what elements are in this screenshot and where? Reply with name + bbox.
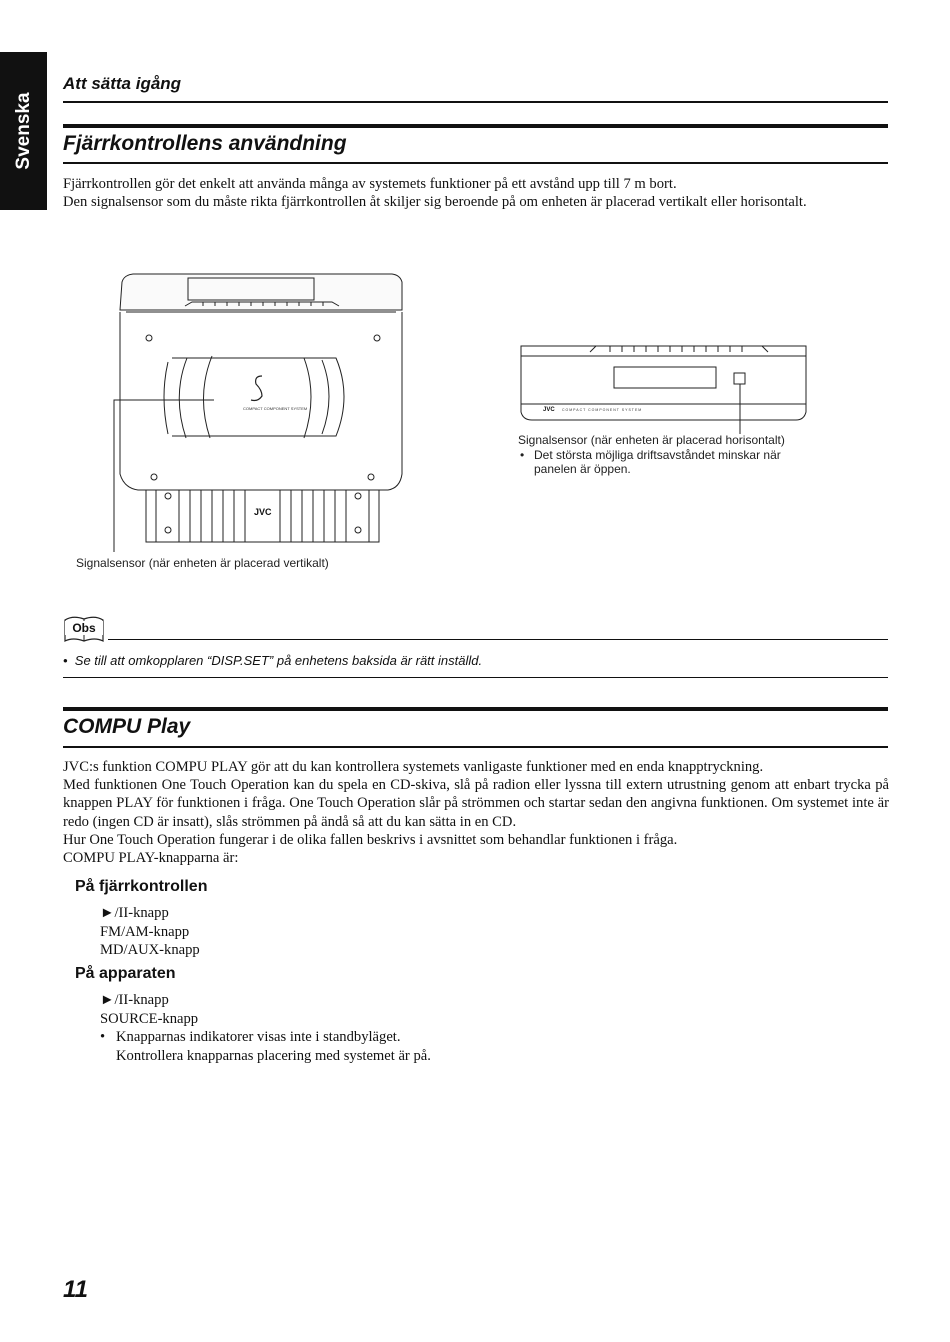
divider xyxy=(63,746,888,748)
section-title: Fjärrkontrollens användning xyxy=(63,132,347,155)
subheading-unit: På apparaten xyxy=(75,965,176,982)
list-item: ►/II-knapp xyxy=(100,905,169,921)
language-tab-label: Svenska xyxy=(12,92,34,170)
compact-label: COMPACT COMPONENT SYSTEM xyxy=(243,406,308,411)
bullet-icon: • xyxy=(100,1029,106,1045)
horizontal-note: Det största möjliga driftsavståndet minskar när panelen är öppen. xyxy=(534,447,781,476)
list-item: FM/AM-knapp xyxy=(100,923,190,940)
obs-note-text: Se till att omkopplaren “DISP.SET” på enhetens baksida är rätt inställd. xyxy=(74,653,483,668)
brand-logo: JVC xyxy=(254,507,272,517)
compu-play-text xyxy=(63,758,889,867)
paragraph: Hur One Touch Operation fungerar i de olika fallen beskrivs i avsnittet som behandlar funktionen i fråga. xyxy=(63,831,678,848)
paragraph: Med funktionen One Touch Operation kan du spela en CD-skiva, slå på radion eller lyssna till extern utrustning genom att enbart trycka på knappen PLAY för funktionen i fråga. One Touch Operation slår på strömmen och startar sedan den angivna funktionen. Om systemet inte är redo (ingen CD är insatt), slås strömmen på ändå så att du kan sätta in en CD. xyxy=(63,777,889,830)
section-title: COMPU Play xyxy=(63,715,191,738)
running-head: Att sätta igång xyxy=(63,74,182,93)
vertical-caption: Signalsensor (när enheten är placerad vertikalt) xyxy=(76,556,329,570)
paragraph: Den signalsensor som du måste rikta fjärrkontrollen åt skiljer sig beroende på om enheten är placerad vertikalt eller horisontalt. xyxy=(63,194,807,211)
horizontal-caption-bullet xyxy=(518,448,818,477)
brand-logo: JVC xyxy=(543,407,555,413)
bullet-text: Knapparnas indikatorer visas inte i standbyläget. xyxy=(116,1029,401,1045)
bullet-icon: • xyxy=(63,653,75,668)
bullet-icon: • xyxy=(520,447,525,462)
obs-rule xyxy=(108,639,888,640)
unit-button-list xyxy=(100,991,431,1065)
list-item: ►/II-knapp xyxy=(100,992,169,1008)
paragraph: Fjärrkontrollen gör det enkelt att använda många av systemets funktioner på ett avstånd upp till 7 m bort. xyxy=(63,176,677,192)
list-item: MD/AUX-knapp xyxy=(100,942,200,958)
page-number: 11 xyxy=(63,1276,88,1303)
remote-button-list xyxy=(100,904,200,960)
section-top-rule xyxy=(63,707,888,711)
obs-note xyxy=(63,653,482,668)
paragraph: COMPU PLAY-knapparna är: xyxy=(63,850,239,867)
list-item xyxy=(100,1028,431,1047)
list-item: SOURCE-knapp xyxy=(100,1010,199,1027)
paragraph: JVC:s funktion COMPU PLAY gör att du kan kontrollera systemets vanligaste funktioner med en enda knapptryckning. xyxy=(63,759,764,775)
list-item: Kontrollera knapparnas placering med systemet är på. xyxy=(116,1047,431,1064)
obs-bottom-rule xyxy=(63,677,888,678)
subheading-remote: På fjärrkontrollen xyxy=(75,878,208,895)
horizontal-caption xyxy=(518,433,818,477)
horizontal-unit-illustration xyxy=(0,0,950,600)
horizontal-caption-title: Signalsensor (när enheten är placerad horisontalt) xyxy=(518,433,785,447)
obs-label: Obs xyxy=(65,621,103,635)
compact-label: COMPACT COMPONENT SYSTEM xyxy=(562,408,643,412)
